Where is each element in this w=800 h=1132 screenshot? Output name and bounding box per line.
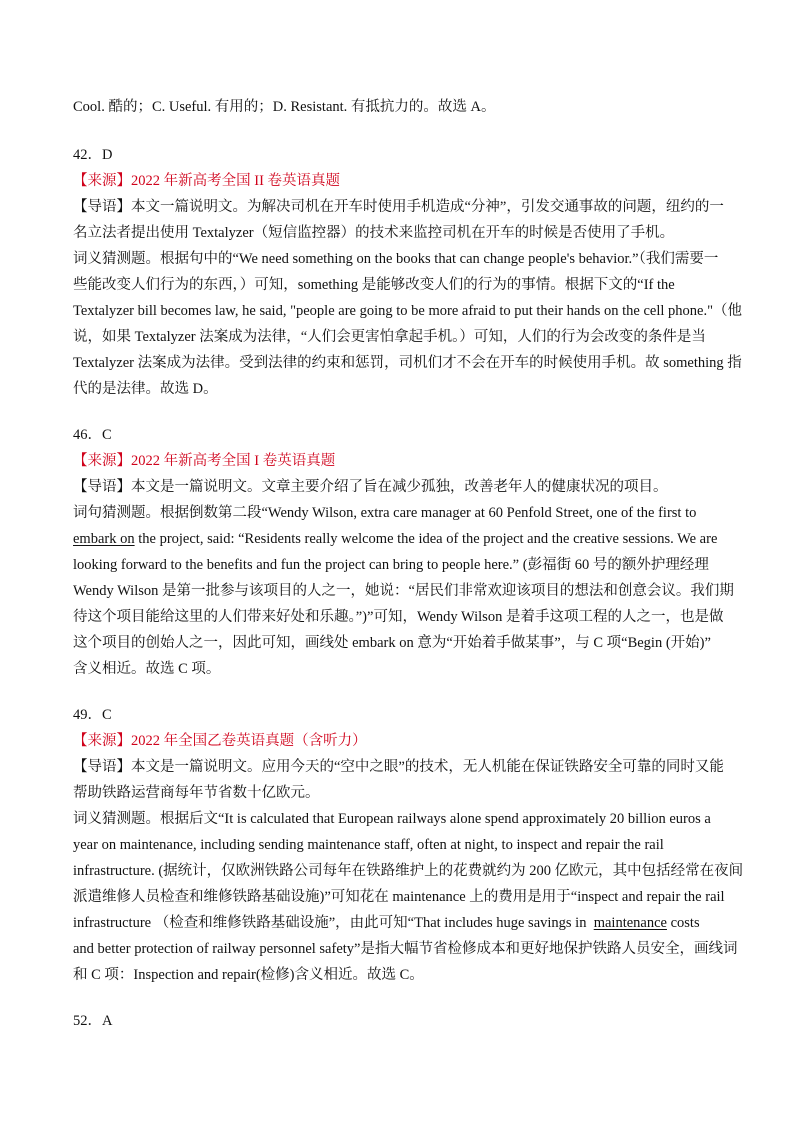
guide-line: 帮助铁路运营商每年节省数十亿欧元。 — [73, 785, 320, 801]
explanation-line: 词义猜测题。根据句中的“We need something on the books that can change people's behavior.”（我们需要一 — [73, 251, 719, 267]
explanation-line — [73, 910, 733, 936]
explanation-line: infrastructure. (据统计，仅欧洲铁路公司每年在铁路维护上的花费就约为 200 亿欧元，其中包括经常在夜间 — [73, 863, 744, 879]
guide-line: 【导语】本文是一篇说明文。应用今天的“空中之眼”的技术，无人机能在保证铁路安全可靠的同时又能 — [73, 759, 724, 775]
underlined-term: maintenance — [593, 915, 667, 931]
guide-line: 【导语】本文是一篇说明文。文章主要介绍了旨在减少孤独，改善老年人的健康状况的项目。 — [73, 479, 668, 495]
explanation-line: year on maintenance, including sending maintenance staff, often at night, to inspect and repair the rail — [73, 837, 664, 853]
question-49 — [73, 702, 744, 988]
explanation-line: 些能改变人们行为的东西，）可知，something 是能够改变人们的行为的事情。根据下文的“If the — [73, 277, 675, 293]
answer-number: 42．D — [73, 147, 113, 163]
explanation-line: 说，如果 Textalyzer 法案成为法律，“人们会更害怕拿起手机。）可知，人们的行为会改变的条件是当 — [73, 329, 706, 345]
explanation-line: 这个项目的创始人之一，因此可知，画线处 embark on 意为“开始着手做某事”，与 C 项“Begin (开始)” — [73, 635, 711, 651]
explanation-line: 代的是法律。故选 D。 — [73, 381, 218, 397]
explanation-line: 派遣维修人员检查和维修铁路基础设施)”可知花在 maintenance 上的费用是用于“inspect and repair the rail — [73, 889, 725, 905]
guide-line: 【导语】本文一篇说明文。为解决司机在开车时使用手机造成“分神”，引发交通事故的问题，纽约的一 — [73, 199, 724, 215]
source-line: 【来源】2022 年新高考全国 II 卷英语真题 — [73, 173, 341, 189]
intro-line: Cool. 酷的；C. Useful. 有用的；D. Resistant. 有抵抗力的。故选 A。 — [73, 99, 496, 115]
explanation-line: Wendy Wilson 是第一批参与该项目的人之一，她说：“居民们非常欢迎该项目的想法和创意会议。我们期 — [73, 583, 734, 599]
guide-line: 名立法者提出使用 Textalyzer（短信监控器）的技术来监控司机在开车的时候是否使用了手机。 — [73, 225, 675, 241]
answer-number: 49．C — [73, 707, 112, 723]
explanation-line: 和 C 项：Inspection and repair(检修)含义相近。故选 C。 — [73, 967, 424, 983]
answer-number: 46．C — [73, 427, 112, 443]
source-line: 【来源】2022 年新高考全国 I 卷英语真题 — [73, 453, 336, 469]
explanation-line: and better protection of railway personnel safety”是指大幅节省检修成本和更好地保护铁路人员安全，画线词 — [73, 941, 738, 957]
explanation-line: 待这个项目能给这里的人们带来好处和乐趣。”)”可知，Wendy Wilson 是着手这项工程的人之一，也是做 — [73, 609, 724, 625]
line-start: infrastructure （检查和维修铁路基础设施”，由此可知“That includes huge savings in — [73, 915, 587, 931]
question-46 — [73, 422, 733, 682]
answer-number: 52．A — [73, 1013, 113, 1029]
source-line: 【来源】2022 年全国乙卷英语真题（含听力） — [73, 733, 367, 749]
explanation-line: 词义猜测题。根据后文“It is calculated that European railways alone spend approximately 20 billion euros a — [73, 811, 711, 827]
explanation-line — [73, 526, 733, 552]
answer-explanations — [73, 94, 744, 1034]
underlined-term: embark on — [73, 531, 135, 547]
question-52 — [73, 1008, 733, 1034]
explanation-line: looking forward to the benefits and fun the project can bring to people here.” (彭福街 60 号的额外护理经理 — [73, 557, 709, 573]
line-continuation: the project, said: “Residents really welcome the idea of the project and the creative sessions. We are — [134, 531, 718, 547]
explanation-line: 词句猜测题。根据倒数第二段“Wendy Wilson, extra care manager at 60 Penfold Street, one of the first to — [73, 505, 697, 521]
question-42 — [73, 142, 743, 402]
line-continuation: costs — [666, 915, 700, 931]
explanation-line: 含义相近。故选 C 项。 — [73, 661, 221, 677]
explanation-line: Textalyzer bill becomes law, he said, "people are going to be more afraid to put their hands on the cell phone."（他 — [73, 303, 743, 319]
explanation-line: Textalyzer 法案成为法律。受到法律的约束和惩罚，司机们才不会在开车的时候使用手机。故 something 指 — [73, 355, 742, 371]
